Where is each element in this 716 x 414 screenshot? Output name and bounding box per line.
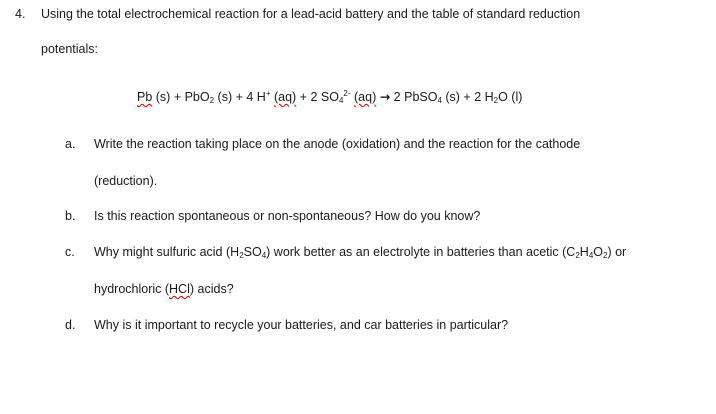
reaction-equation bbox=[137, 89, 522, 105]
item-d-line-1: Why is it important to recycle your batteries, and car batteries in particular? bbox=[94, 318, 509, 332]
item-c-subscript: 4 bbox=[261, 251, 267, 260]
equation-subscript: 2 bbox=[209, 96, 215, 105]
equation-part: (s) + 2 H bbox=[441, 90, 494, 104]
equation-part: O (l) bbox=[498, 90, 523, 104]
item-c-text: ) acids? bbox=[189, 282, 234, 296]
item-c-text: ) or bbox=[607, 245, 627, 259]
question-intro-line-1: Using the total electrochemical reaction for a lead-acid battery and the table of standard reduction bbox=[41, 7, 581, 21]
item-c-text: H bbox=[579, 245, 589, 259]
item-c-subscript: 2 bbox=[575, 251, 580, 260]
item-c-text: ) work better as an electrolyte in batteries than acetic (C bbox=[266, 245, 576, 259]
equation-lead: Pb bbox=[137, 90, 153, 104]
equation-aqueous: (aq) bbox=[354, 90, 377, 104]
item-c-subscript: 2 bbox=[239, 251, 244, 260]
item-d-label: d. bbox=[65, 318, 76, 332]
item-c-subscript: 2 bbox=[603, 251, 608, 260]
item-a-line-2: (reduction). bbox=[94, 174, 158, 188]
item-c-hcl: HCl bbox=[169, 282, 190, 296]
equation-aqueous: (aq) bbox=[273, 90, 297, 104]
item-a-label: a. bbox=[65, 137, 76, 151]
reaction-arrow-icon: → bbox=[379, 89, 391, 104]
equation-part: 2 PbSO bbox=[390, 90, 438, 104]
item-c-text: hydrochloric ( bbox=[94, 282, 170, 296]
item-b-line-1: Is this reaction spontaneous or non-spontaneous? How do you know? bbox=[94, 209, 481, 223]
item-c-text: Why might sulfuric acid (H bbox=[94, 245, 240, 259]
item-c-line-2 bbox=[94, 281, 234, 297]
item-c-text: SO bbox=[243, 245, 262, 259]
equation-part: (s) + PbO bbox=[152, 90, 210, 104]
item-c-label: c. bbox=[65, 245, 75, 259]
item-a-line-1: Write the reaction taking place on the anode (oxidation) and the reaction for the cathode bbox=[94, 137, 581, 151]
item-b-label: b. bbox=[65, 209, 76, 223]
question-intro-line-2: potentials: bbox=[41, 42, 98, 56]
question-number: 4. bbox=[15, 7, 26, 21]
equation-subscript: 4 bbox=[338, 96, 344, 105]
equation-subscript: 2 bbox=[493, 96, 499, 105]
equation-subscript: 4 bbox=[437, 96, 442, 105]
equation-superscript: 2- bbox=[343, 89, 351, 98]
item-c-text: O bbox=[593, 245, 603, 259]
item-c-subscript: 4 bbox=[588, 251, 594, 260]
equation-part: + 2 SO bbox=[296, 90, 339, 104]
equation-superscript: + bbox=[265, 89, 271, 98]
equation-part: (s) + 4 H bbox=[214, 90, 266, 104]
item-c-line-1 bbox=[94, 244, 626, 260]
